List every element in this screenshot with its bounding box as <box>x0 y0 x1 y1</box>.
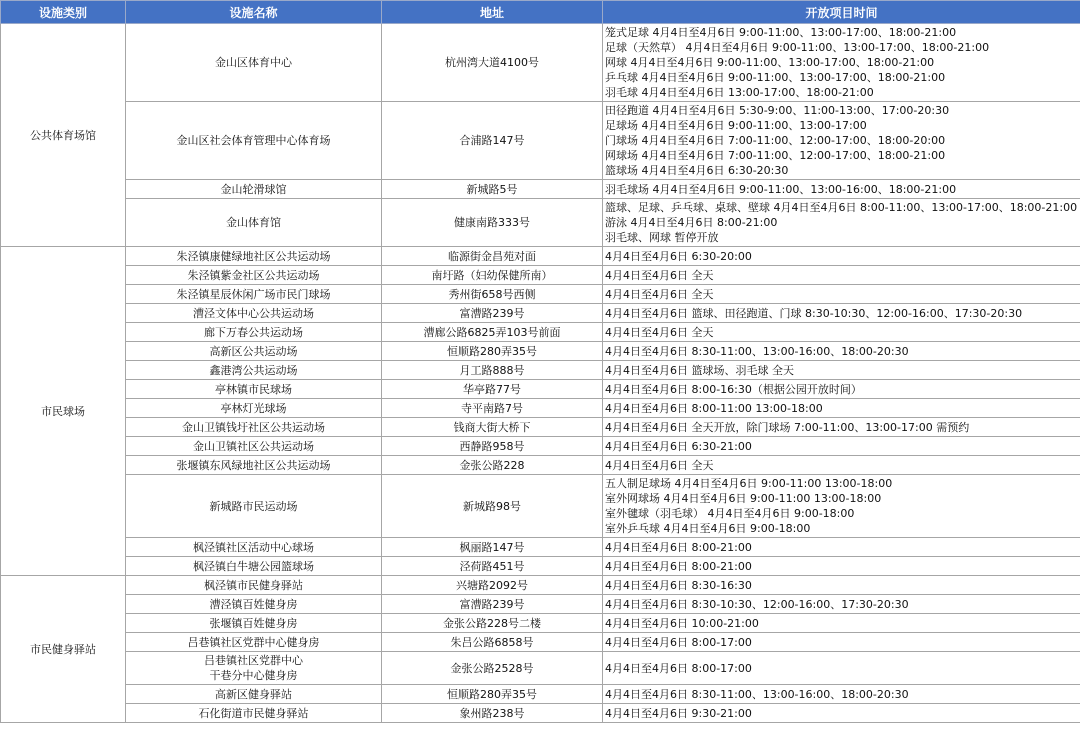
facility-address: 健康南路333号 <box>382 199 603 247</box>
table-row <box>1 614 1080 633</box>
table-body <box>1 24 1080 723</box>
facility-name <box>126 399 382 418</box>
opening-hours <box>603 180 1080 199</box>
facility-address: 泾荷路451号 <box>382 557 603 576</box>
table-row <box>1 266 1080 285</box>
table-row <box>1 475 1080 538</box>
opening-hours-line: 游泳 4月4日至4月6日 8:00-21:00 <box>605 216 778 229</box>
opening-hours <box>603 304 1080 323</box>
facility-name-line: 枫泾镇白牛塘公园篮球场 <box>193 559 314 573</box>
facility-address: 寺平南路7号 <box>382 399 603 418</box>
table-row <box>1 576 1080 595</box>
opening-hours <box>603 685 1080 704</box>
facility-name <box>126 24 382 102</box>
facility-address: 枫丽路147号 <box>382 538 603 557</box>
facility-name-line: 金山体育馆 <box>226 216 281 229</box>
table-row <box>1 342 1080 361</box>
facility-name-line: 朱泾镇紫金社区公共运动场 <box>187 268 320 282</box>
facility-address: 象州路238号 <box>382 704 603 723</box>
opening-hours <box>603 456 1080 475</box>
facility-name <box>126 285 382 304</box>
facility-name <box>126 342 382 361</box>
opening-hours <box>603 361 1080 380</box>
opening-hours-line: 4月4日至4月6日 6:30-20:00 <box>605 249 752 263</box>
opening-hours-line: 羽毛球、网球 暂停开放 <box>605 231 719 244</box>
table-row <box>1 323 1080 342</box>
facility-name-line: 鑫港湾公共运动场 <box>209 363 298 377</box>
table-row <box>1 380 1080 399</box>
table-row <box>1 24 1080 102</box>
facility-name <box>126 633 382 652</box>
opening-hours-line: 4月4日至4月6日 8:00-17:00 <box>605 661 752 675</box>
table-row <box>1 595 1080 614</box>
table-row <box>1 437 1080 456</box>
opening-hours-line: 网球 4月4日至4月6日 9:00-11:00、13:00-17:00、18:00-21:00 <box>605 56 935 69</box>
facility-name-line: 朱泾镇星辰休闲广场市民门球场 <box>176 287 331 301</box>
facility-name <box>126 437 382 456</box>
facility-address: 富漕路239号 <box>382 304 603 323</box>
facility-address: 新城路98号 <box>382 475 603 538</box>
opening-hours-line: 笼式足球 4月4日至4月6日 9:00-11:00、13:00-17:00、18:00-21:00 <box>605 26 957 39</box>
opening-hours <box>603 380 1080 399</box>
opening-hours-line: 4月4日至4月6日 8:30-11:00、13:00-16:00、18:00-20:30 <box>605 687 909 701</box>
facility-name-line: 金山区社会体育管理中心体育场 <box>176 134 331 147</box>
facility-name-line: 亭林镇市民球场 <box>215 382 292 396</box>
opening-hours <box>603 538 1080 557</box>
opening-hours-line: 田径跑道 4月4日至4月6日 5:30-9:00、11:00-13:00、17:00-20:30 <box>605 104 950 117</box>
opening-hours-line: 室外毽球（羽毛球） 4月4日至4月6日 9:00-18:00 <box>605 507 855 520</box>
opening-hours <box>603 266 1080 285</box>
opening-hours-line: 4月4日至4月6日 8:30-10:30、12:00-16:00、17:30-20:30 <box>605 597 909 611</box>
facility-name <box>126 180 382 199</box>
opening-hours-line: 4月4日至4月6日 8:00-17:00 <box>605 635 752 649</box>
opening-hours <box>603 557 1080 576</box>
facility-name-line: 金山卫镇钱圩社区公共运动场 <box>182 420 325 434</box>
opening-hours-line: 4月4日至4月6日 9:30-21:00 <box>605 706 752 720</box>
opening-hours-line: 4月4日至4月6日 全天 <box>605 325 714 339</box>
opening-hours <box>603 399 1080 418</box>
opening-hours-line: 4月4日至4月6日 篮球、田径跑道、门球 8:30-10:30、12:00-16:00、17:30-20:30 <box>605 306 1023 320</box>
opening-hours-line: 4月4日至4月6日 8:30-11:00、13:00-16:00、18:00-20:30 <box>605 344 909 358</box>
facility-address: 兴塘路2092号 <box>382 576 603 595</box>
facility-name <box>126 323 382 342</box>
facility-address: 恒顺路280弄35号 <box>382 342 603 361</box>
facility-name <box>126 475 382 538</box>
facility-name <box>126 418 382 437</box>
opening-hours-line: 4月4日至4月6日 8:00-11:00 13:00-18:00 <box>605 401 823 415</box>
opening-hours <box>603 576 1080 595</box>
facility-name <box>126 557 382 576</box>
facility-name-line: 干巷分中心健身房 <box>209 669 298 682</box>
facility-name-line: 朱泾镇康健绿地社区公共运动场 <box>176 249 331 263</box>
opening-hours <box>603 247 1080 266</box>
facility-address: 西静路958号 <box>382 437 603 456</box>
opening-hours-line: 4月4日至4月6日 全天 <box>605 268 714 282</box>
table-row <box>1 361 1080 380</box>
opening-hours-line: 4月4日至4月6日 10:00-21:00 <box>605 616 759 630</box>
facility-name <box>126 247 382 266</box>
opening-hours-line: 网球场 4月4日至4月6日 7:00-11:00、12:00-17:00、18:00-21:00 <box>605 149 946 162</box>
facility-name-line: 吕巷镇社区党群中心 <box>204 654 303 667</box>
opening-hours-line: 4月4日至4月6日 全天开放，除门球场 7:00-11:00、13:00-17:00 需预约 <box>605 420 970 434</box>
opening-hours-line: 篮球场 4月4日至4月6日 6:30-20:30 <box>605 164 789 177</box>
facility-name-line: 张堰镇东风绿地社区公共运动场 <box>176 458 331 472</box>
opening-hours <box>603 633 1080 652</box>
facility-category: 市民球场 <box>1 247 126 576</box>
table-row <box>1 704 1080 723</box>
facility-name-line: 石化街道市民健身驿站 <box>198 706 309 720</box>
header-category: 设施类别 <box>1 1 126 24</box>
facility-address: 南圩路（妇幼保健所南） <box>382 266 603 285</box>
opening-hours-line: 4月4日至4月6日 8:00-16:30（根据公园开放时间） <box>605 382 862 396</box>
opening-hours-line: 4月4日至4月6日 8:00-21:00 <box>605 540 752 554</box>
facility-name-line: 漕泾镇百姓健身房 <box>209 597 298 611</box>
facility-address: 朱吕公路6858号 <box>382 633 603 652</box>
opening-hours-line: 羽毛球 4月4日至4月6日 13:00-17:00、18:00-21:00 <box>605 86 874 99</box>
table-row <box>1 102 1080 180</box>
facility-name-line: 新城路市民运动场 <box>209 499 298 513</box>
table-row <box>1 685 1080 704</box>
facility-address: 华亭路77号 <box>382 380 603 399</box>
table-row <box>1 285 1080 304</box>
facility-name-line: 漕泾文体中心公共运动场 <box>193 306 314 320</box>
table-row <box>1 633 1080 652</box>
opening-hours-line: 羽毛球场 4月4日至4月6日 9:00-11:00、13:00-16:00、18:00-21:00 <box>605 182 957 196</box>
facility-address: 秀州街658号西侧 <box>382 285 603 304</box>
facility-address: 杭州湾大道4100号 <box>382 24 603 102</box>
opening-hours-line: 4月4日至4月6日 全天 <box>605 287 714 301</box>
facility-name-line: 枫泾镇市民健身驿站 <box>204 578 303 592</box>
table-row <box>1 456 1080 475</box>
opening-hours <box>603 652 1080 685</box>
facility-name-line: 高新区健身驿站 <box>215 687 292 701</box>
facility-name <box>126 199 382 247</box>
opening-hours-line: 五人制足球场 4月4日至4月6日 9:00-11:00 13:00-18:00 <box>605 477 893 490</box>
table-row <box>1 304 1080 323</box>
facility-address: 合浦路147号 <box>382 102 603 180</box>
facility-address: 钱商大街大桥下 <box>382 418 603 437</box>
opening-hours-line: 篮球、足球、乒乓球、桌球、壁球 4月4日至4月6日 8:00-11:00、13:00-17:00、18:00-21:00 <box>605 201 1078 214</box>
opening-hours-line: 足球场 4月4日至4月6日 9:00-11:00、13:00-17:00 <box>605 119 867 132</box>
header-address: 地址 <box>382 1 603 24</box>
facility-name-line: 金山轮滑球馆 <box>220 182 287 196</box>
facility-address: 富漕路239号 <box>382 595 603 614</box>
facility-name <box>126 102 382 180</box>
opening-hours <box>603 24 1080 102</box>
facility-name <box>126 456 382 475</box>
facility-name <box>126 538 382 557</box>
facility-name-line: 张堰镇百姓健身房 <box>209 616 298 630</box>
table-row <box>1 247 1080 266</box>
opening-hours-line: 乒乓球 4月4日至4月6日 9:00-11:00、13:00-17:00、18:00-21:00 <box>605 71 946 84</box>
facility-address: 临源街金昌苑对面 <box>382 247 603 266</box>
facility-address: 金张公路2528号 <box>382 652 603 685</box>
opening-hours <box>603 285 1080 304</box>
facility-address: 漕廊公路6825弄103号前面 <box>382 323 603 342</box>
facility-name <box>126 595 382 614</box>
facility-name <box>126 614 382 633</box>
facility-name <box>126 576 382 595</box>
facility-address: 月工路888号 <box>382 361 603 380</box>
opening-hours <box>603 418 1080 437</box>
table-row <box>1 557 1080 576</box>
opening-hours-line: 4月4日至4月6日 6:30-21:00 <box>605 439 752 453</box>
facility-name-line: 金山区体育中心 <box>215 56 292 69</box>
opening-hours-line: 4月4日至4月6日 全天 <box>605 458 714 472</box>
facility-address: 新城路5号 <box>382 180 603 199</box>
facility-category: 市民健身驿站 <box>1 576 126 723</box>
facility-address: 金张公路228 <box>382 456 603 475</box>
opening-hours-line: 室外乒乓球 4月4日至4月6日 9:00-18:00 <box>605 522 811 535</box>
opening-hours <box>603 595 1080 614</box>
header-row <box>1 1 1080 24</box>
facility-name <box>126 304 382 323</box>
opening-hours <box>603 437 1080 456</box>
opening-hours <box>603 323 1080 342</box>
facility-name-line: 廊下万春公共运动场 <box>204 325 303 339</box>
opening-hours <box>603 704 1080 723</box>
opening-hours <box>603 199 1080 247</box>
facility-name <box>126 704 382 723</box>
opening-hours-line: 室外网球场 4月4日至4月6日 9:00-11:00 13:00-18:00 <box>605 492 882 505</box>
table-row <box>1 652 1080 685</box>
facility-name-line: 吕巷镇社区党群中心健身房 <box>187 635 320 649</box>
header-name: 设施名称 <box>126 1 382 24</box>
opening-hours <box>603 475 1080 538</box>
facility-name <box>126 685 382 704</box>
facility-address: 恒顺路280弄35号 <box>382 685 603 704</box>
table-row <box>1 199 1080 247</box>
facility-name <box>126 361 382 380</box>
opening-hours-line: 4月4日至4月6日 8:30-16:30 <box>605 578 752 592</box>
facility-name <box>126 266 382 285</box>
header-hours: 开放项目时间 <box>603 1 1080 24</box>
facility-name <box>126 652 382 685</box>
facility-name-line: 亭林灯光球场 <box>220 401 287 415</box>
opening-hours <box>603 342 1080 361</box>
facility-name <box>126 380 382 399</box>
table-row <box>1 538 1080 557</box>
facility-address: 金张公路228号二楼 <box>382 614 603 633</box>
table-row <box>1 180 1080 199</box>
opening-hours-line: 4月4日至4月6日 8:00-21:00 <box>605 559 752 573</box>
facility-name-line: 高新区公共运动场 <box>209 344 298 358</box>
opening-hours-line: 足球（天然草） 4月4日至4月6日 9:00-11:00、13:00-17:00、18:00-21:00 <box>605 41 990 54</box>
opening-hours-line: 门球场 4月4日至4月6日 7:00-11:00、12:00-17:00、18:00-20:00 <box>605 134 946 147</box>
facility-name-line: 金山卫镇社区公共运动场 <box>193 439 314 453</box>
table-row <box>1 399 1080 418</box>
opening-hours <box>603 102 1080 180</box>
facility-name-line: 枫泾镇社区活动中心球场 <box>193 540 314 554</box>
opening-hours <box>603 614 1080 633</box>
opening-hours-line: 4月4日至4月6日 篮球场、羽毛球 全天 <box>605 363 794 377</box>
table-row <box>1 418 1080 437</box>
facility-category: 公共体育场馆 <box>1 24 126 247</box>
